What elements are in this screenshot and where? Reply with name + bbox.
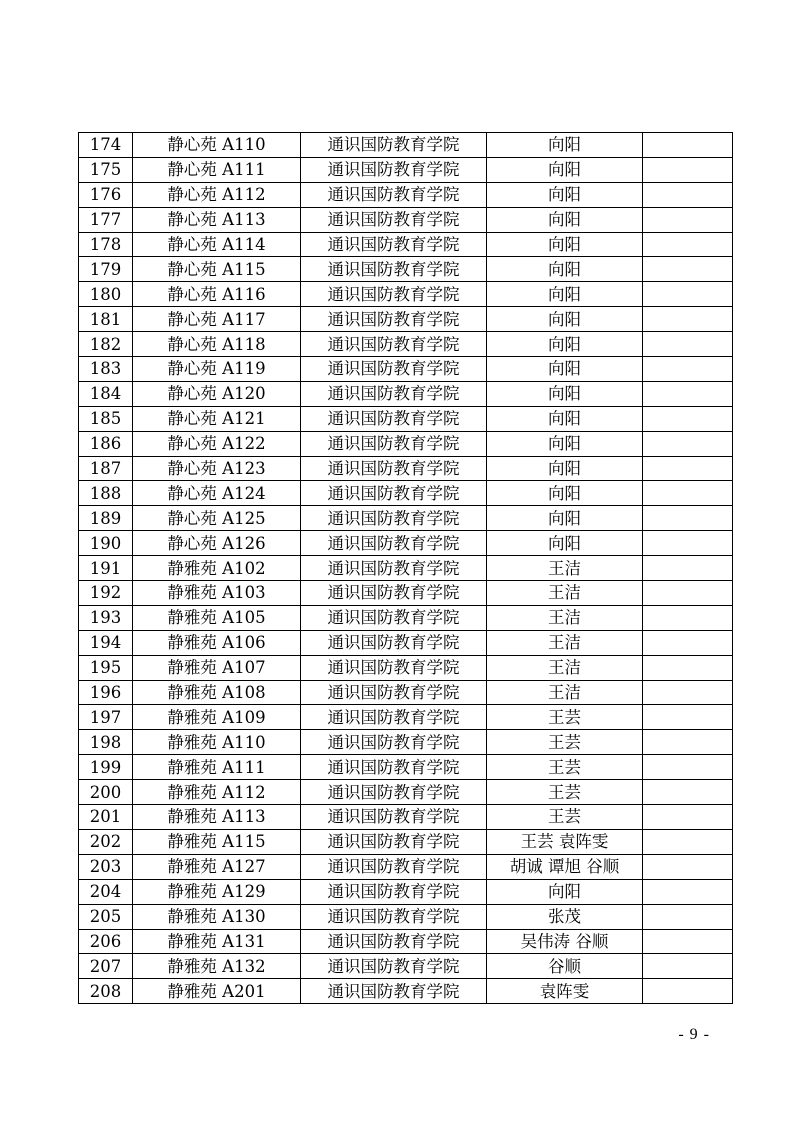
page-number: - 9 - — [678, 1026, 710, 1043]
table-row — [79, 954, 733, 979]
counselor-cell: 向阳 — [487, 307, 643, 332]
table-row — [79, 332, 733, 357]
table-row — [79, 630, 733, 655]
college-cell: 通识国防教育学院 — [301, 481, 487, 506]
college-cell: 通识国防教育学院 — [301, 929, 487, 954]
dorm-room-cell: 静雅苑 A129 — [133, 879, 301, 904]
dorm-room-cell: 静雅苑 A115 — [133, 829, 301, 854]
table-row — [79, 232, 733, 257]
college-cell: 通识国防教育学院 — [301, 904, 487, 929]
remark-cell — [643, 780, 733, 805]
counselor-cell: 向阳 — [487, 381, 643, 406]
counselor-cell: 胡诚 谭旭 谷顺 — [487, 854, 643, 879]
row-number-cell: 193 — [79, 605, 133, 630]
row-number-cell: 189 — [79, 506, 133, 531]
remark-cell — [643, 680, 733, 705]
row-number-cell: 190 — [79, 531, 133, 556]
table-row — [79, 456, 733, 481]
row-number-cell: 185 — [79, 406, 133, 431]
table-row — [79, 655, 733, 680]
remark-cell — [643, 232, 733, 257]
dorm-room-cell: 静雅苑 A102 — [133, 556, 301, 581]
counselor-cell: 袁阵雯 — [487, 979, 643, 1004]
remark-cell — [643, 307, 733, 332]
table-row — [79, 431, 733, 456]
college-cell: 通识国防教育学院 — [301, 979, 487, 1004]
dorm-room-cell: 静心苑 A120 — [133, 381, 301, 406]
remark-cell — [643, 207, 733, 232]
table-row — [79, 133, 733, 158]
row-number-cell: 205 — [79, 904, 133, 929]
table-row — [79, 481, 733, 506]
row-number-cell: 201 — [79, 805, 133, 830]
table-row — [79, 556, 733, 581]
row-number-cell: 208 — [79, 979, 133, 1004]
row-number-cell: 175 — [79, 157, 133, 182]
table-row — [79, 705, 733, 730]
college-cell: 通识国防教育学院 — [301, 307, 487, 332]
remark-cell — [643, 730, 733, 755]
remark-cell — [643, 431, 733, 456]
row-number-cell: 182 — [79, 332, 133, 357]
table-row — [79, 929, 733, 954]
counselor-cell: 王洁 — [487, 581, 643, 606]
dorm-room-cell: 静心苑 A124 — [133, 481, 301, 506]
remark-cell — [643, 332, 733, 357]
dorm-room-cell: 静心苑 A118 — [133, 332, 301, 357]
remark-cell — [643, 854, 733, 879]
remark-cell — [643, 979, 733, 1004]
college-cell: 通识国防教育学院 — [301, 357, 487, 382]
college-cell: 通识国防教育学院 — [301, 133, 487, 158]
table-row — [79, 506, 733, 531]
table-row — [79, 257, 733, 282]
counselor-cell: 向阳 — [487, 531, 643, 556]
remark-cell — [643, 655, 733, 680]
dorm-room-cell: 静心苑 A116 — [133, 282, 301, 307]
table-row — [79, 282, 733, 307]
college-cell: 通识国防教育学院 — [301, 282, 487, 307]
counselor-cell: 向阳 — [487, 207, 643, 232]
counselor-cell: 王芸 袁阵雯 — [487, 829, 643, 854]
counselor-cell: 向阳 — [487, 481, 643, 506]
row-number-cell: 177 — [79, 207, 133, 232]
roster-table-body — [79, 133, 733, 1004]
remark-cell — [643, 406, 733, 431]
remark-cell — [643, 182, 733, 207]
college-cell: 通识国防教育学院 — [301, 332, 487, 357]
counselor-cell: 王洁 — [487, 605, 643, 630]
dorm-room-cell: 静雅苑 A113 — [133, 805, 301, 830]
dorm-room-cell: 静雅苑 A107 — [133, 655, 301, 680]
remark-cell — [643, 257, 733, 282]
dorm-room-cell: 静心苑 A126 — [133, 531, 301, 556]
college-cell: 通识国防教育学院 — [301, 780, 487, 805]
row-number-cell: 204 — [79, 879, 133, 904]
table-row — [79, 357, 733, 382]
remark-cell — [643, 133, 733, 158]
college-cell: 通识国防教育学院 — [301, 854, 487, 879]
remark-cell — [643, 456, 733, 481]
college-cell: 通识国防教育学院 — [301, 581, 487, 606]
remark-cell — [643, 581, 733, 606]
roster-table — [78, 132, 733, 1004]
college-cell: 通识国防教育学院 — [301, 954, 487, 979]
college-cell: 通识国防教育学院 — [301, 805, 487, 830]
counselor-cell: 王洁 — [487, 556, 643, 581]
table-row — [79, 730, 733, 755]
dorm-room-cell: 静心苑 A115 — [133, 257, 301, 282]
row-number-cell: 178 — [79, 232, 133, 257]
table-row — [79, 805, 733, 830]
dorm-room-cell: 静雅苑 A201 — [133, 979, 301, 1004]
row-number-cell: 191 — [79, 556, 133, 581]
dorm-room-cell: 静心苑 A119 — [133, 357, 301, 382]
table-row — [79, 680, 733, 705]
college-cell: 通识国防教育学院 — [301, 381, 487, 406]
table-row — [79, 157, 733, 182]
counselor-cell: 向阳 — [487, 879, 643, 904]
row-number-cell: 197 — [79, 705, 133, 730]
row-number-cell: 176 — [79, 182, 133, 207]
counselor-cell: 王洁 — [487, 630, 643, 655]
remark-cell — [643, 282, 733, 307]
table-row — [79, 307, 733, 332]
remark-cell — [643, 506, 733, 531]
row-number-cell: 199 — [79, 755, 133, 780]
remark-cell — [643, 705, 733, 730]
counselor-cell: 向阳 — [487, 257, 643, 282]
row-number-cell: 206 — [79, 929, 133, 954]
dorm-room-cell: 静雅苑 A110 — [133, 730, 301, 755]
counselor-cell: 向阳 — [487, 332, 643, 357]
table-row — [79, 207, 733, 232]
remark-cell — [643, 879, 733, 904]
row-number-cell: 181 — [79, 307, 133, 332]
dorm-room-cell: 静心苑 A111 — [133, 157, 301, 182]
dorm-room-cell: 静雅苑 A105 — [133, 605, 301, 630]
counselor-cell: 谷顺 — [487, 954, 643, 979]
college-cell: 通识国防教育学院 — [301, 232, 487, 257]
counselor-cell: 向阳 — [487, 506, 643, 531]
row-number-cell: 195 — [79, 655, 133, 680]
dorm-room-cell: 静雅苑 A131 — [133, 929, 301, 954]
dorm-room-cell: 静心苑 A125 — [133, 506, 301, 531]
remark-cell — [643, 630, 733, 655]
dorm-room-cell: 静心苑 A117 — [133, 307, 301, 332]
college-cell: 通识国防教育学院 — [301, 431, 487, 456]
remark-cell — [643, 805, 733, 830]
college-cell: 通识国防教育学院 — [301, 182, 487, 207]
remark-cell — [643, 531, 733, 556]
row-number-cell: 200 — [79, 780, 133, 805]
table-row — [79, 605, 733, 630]
counselor-cell: 向阳 — [487, 133, 643, 158]
dorm-room-cell: 静心苑 A112 — [133, 182, 301, 207]
table-row — [79, 979, 733, 1004]
table-row — [79, 406, 733, 431]
row-number-cell: 180 — [79, 282, 133, 307]
table-row — [79, 904, 733, 929]
counselor-cell: 王芸 — [487, 755, 643, 780]
college-cell: 通识国防教育学院 — [301, 730, 487, 755]
row-number-cell: 174 — [79, 133, 133, 158]
counselor-cell: 向阳 — [487, 456, 643, 481]
college-cell: 通识国防教育学院 — [301, 556, 487, 581]
college-cell: 通识国防教育学院 — [301, 257, 487, 282]
table-row — [79, 531, 733, 556]
row-number-cell: 183 — [79, 357, 133, 382]
remark-cell — [643, 829, 733, 854]
row-number-cell: 198 — [79, 730, 133, 755]
table-row — [79, 879, 733, 904]
row-number-cell: 203 — [79, 854, 133, 879]
row-number-cell: 194 — [79, 630, 133, 655]
college-cell: 通识国防教育学院 — [301, 879, 487, 904]
dorm-room-cell: 静心苑 A113 — [133, 207, 301, 232]
table-row — [79, 755, 733, 780]
remark-cell — [643, 605, 733, 630]
dorm-room-cell: 静心苑 A114 — [133, 232, 301, 257]
counselor-cell: 王芸 — [487, 780, 643, 805]
counselor-cell: 向阳 — [487, 157, 643, 182]
dorm-room-cell: 静心苑 A122 — [133, 431, 301, 456]
counselor-cell: 向阳 — [487, 406, 643, 431]
dorm-room-cell: 静雅苑 A109 — [133, 705, 301, 730]
dorm-room-cell: 静雅苑 A112 — [133, 780, 301, 805]
college-cell: 通识国防教育学院 — [301, 157, 487, 182]
dorm-room-cell: 静雅苑 A103 — [133, 581, 301, 606]
table-row — [79, 854, 733, 879]
dorm-room-cell: 静雅苑 A127 — [133, 854, 301, 879]
counselor-cell: 向阳 — [487, 282, 643, 307]
counselor-cell: 张茂 — [487, 904, 643, 929]
college-cell: 通识国防教育学院 — [301, 680, 487, 705]
college-cell: 通识国防教育学院 — [301, 207, 487, 232]
counselor-cell: 王芸 — [487, 705, 643, 730]
counselor-cell: 王洁 — [487, 680, 643, 705]
counselor-cell: 王洁 — [487, 655, 643, 680]
college-cell: 通识国防教育学院 — [301, 506, 487, 531]
counselor-cell: 向阳 — [487, 431, 643, 456]
dorm-room-cell: 静心苑 A121 — [133, 406, 301, 431]
counselor-cell: 王芸 — [487, 805, 643, 830]
dorm-room-cell: 静心苑 A123 — [133, 456, 301, 481]
row-number-cell: 184 — [79, 381, 133, 406]
table-row — [79, 829, 733, 854]
college-cell: 通识国防教育学院 — [301, 630, 487, 655]
dorm-room-cell: 静心苑 A110 — [133, 133, 301, 158]
row-number-cell: 186 — [79, 431, 133, 456]
row-number-cell: 188 — [79, 481, 133, 506]
dorm-room-cell: 静雅苑 A111 — [133, 755, 301, 780]
dorm-room-cell: 静雅苑 A106 — [133, 630, 301, 655]
college-cell: 通识国防教育学院 — [301, 531, 487, 556]
dorm-room-cell: 静雅苑 A132 — [133, 954, 301, 979]
row-number-cell: 202 — [79, 829, 133, 854]
table-row — [79, 381, 733, 406]
dorm-room-cell: 静雅苑 A130 — [133, 904, 301, 929]
table-row — [79, 182, 733, 207]
counselor-cell: 向阳 — [487, 182, 643, 207]
remark-cell — [643, 904, 733, 929]
college-cell: 通识国防教育学院 — [301, 655, 487, 680]
remark-cell — [643, 357, 733, 382]
row-number-cell: 196 — [79, 680, 133, 705]
college-cell: 通识国防教育学院 — [301, 705, 487, 730]
table-row — [79, 581, 733, 606]
college-cell: 通识国防教育学院 — [301, 605, 487, 630]
college-cell: 通识国防教育学院 — [301, 406, 487, 431]
remark-cell — [643, 954, 733, 979]
counselor-cell: 向阳 — [487, 357, 643, 382]
table-row — [79, 780, 733, 805]
remark-cell — [643, 556, 733, 581]
row-number-cell: 192 — [79, 581, 133, 606]
row-number-cell: 207 — [79, 954, 133, 979]
remark-cell — [643, 381, 733, 406]
remark-cell — [643, 929, 733, 954]
row-number-cell: 179 — [79, 257, 133, 282]
counselor-cell: 吴伟涛 谷顺 — [487, 929, 643, 954]
dorm-room-cell: 静雅苑 A108 — [133, 680, 301, 705]
remark-cell — [643, 481, 733, 506]
row-number-cell: 187 — [79, 456, 133, 481]
college-cell: 通识国防教育学院 — [301, 829, 487, 854]
counselor-cell: 王芸 — [487, 730, 643, 755]
counselor-cell: 向阳 — [487, 232, 643, 257]
college-cell: 通识国防教育学院 — [301, 456, 487, 481]
remark-cell — [643, 755, 733, 780]
remark-cell — [643, 157, 733, 182]
college-cell: 通识国防教育学院 — [301, 755, 487, 780]
